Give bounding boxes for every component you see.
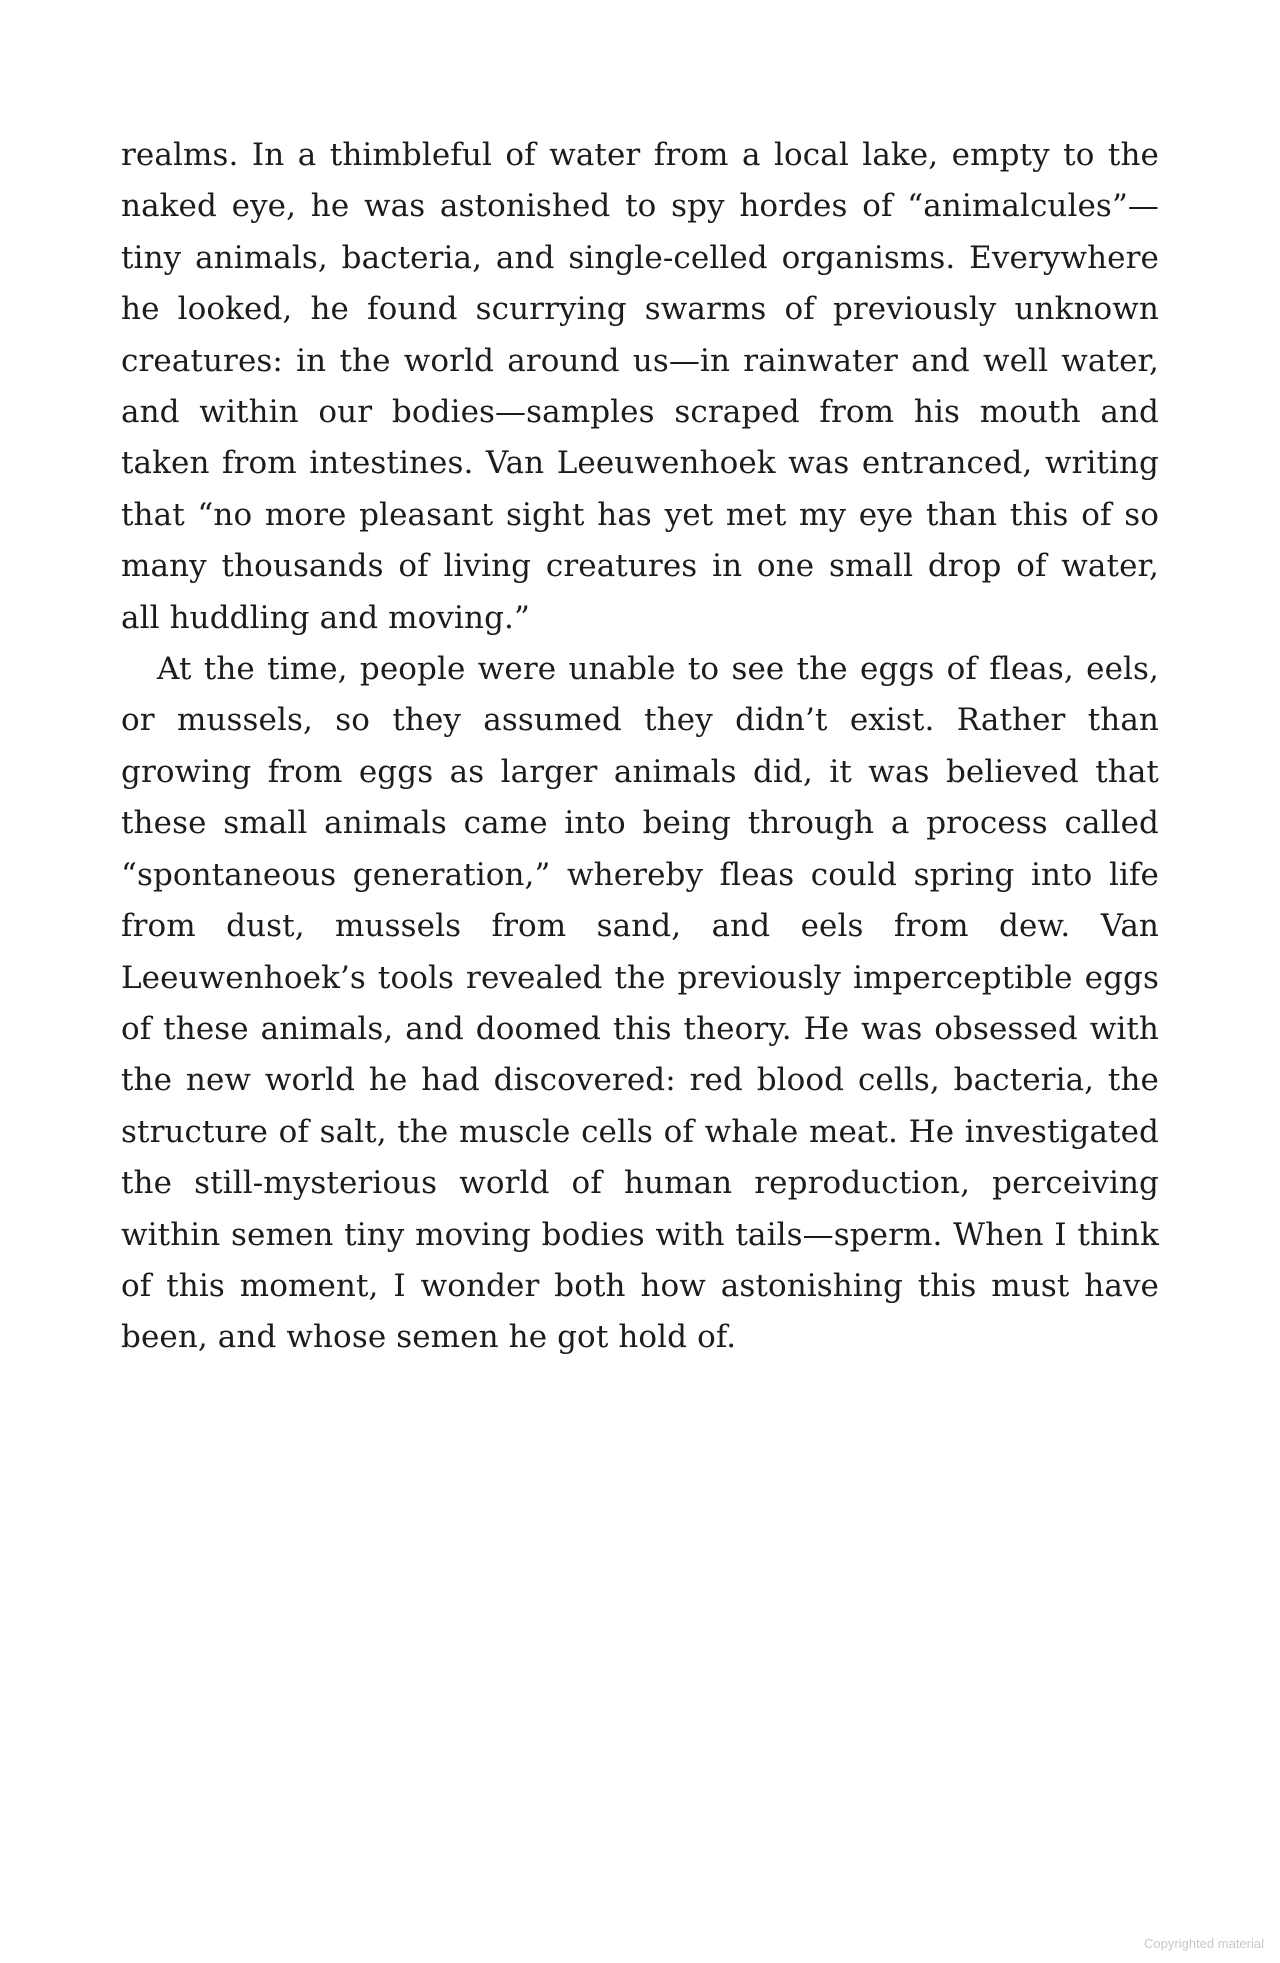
paragraph-1: realms. In a thimbleful of water from a local lake, empty to the naked eye, he was astonished to spy hordes of “animalcules”—tiny animals, bacteria, and single-celled organisms. Everywhere he looked, he found scurrying swarms of previously unknown creatures: in the world around us—in rainwater and well water, and within our bodies—samples scraped from his mouth and taken from intestines. Van Leeuwenhoek was entranced, writing that “no more pleasant sight has yet met my eye than this of so many thousands of living creatures in one small drop of water, all huddling and moving.”: [121, 137, 1159, 636]
paragraph-2: At the time, people were unable to see the eggs of fleas, eels, or mussels, so they assumed they didn’t exist. Rather than growing from eggs as larger animals did, it was believed that these small animals came into being through a process called “spontaneous generation,” whereby fleas could spring into life from dust, mussels from sand, and eels from dew. Van Leeuwenhoek’s tools revealed the previously imperceptible eggs of these animals, and doomed this theory. He was obsessed with the new world he had discovered: red blood cells, bacteria, the structure of salt, the muscle cells of whale meat. He investigated the still-mysterious world of human reproduction, perceiving within semen tiny moving bodies with tails—sperm. When I think of this moment, I wonder both how astonishing this must have been, and whose semen he got hold of.: [121, 651, 1159, 1356]
copyright-watermark: Copyrighted material: [1144, 1936, 1264, 1951]
body-text: [121, 130, 1159, 1364]
